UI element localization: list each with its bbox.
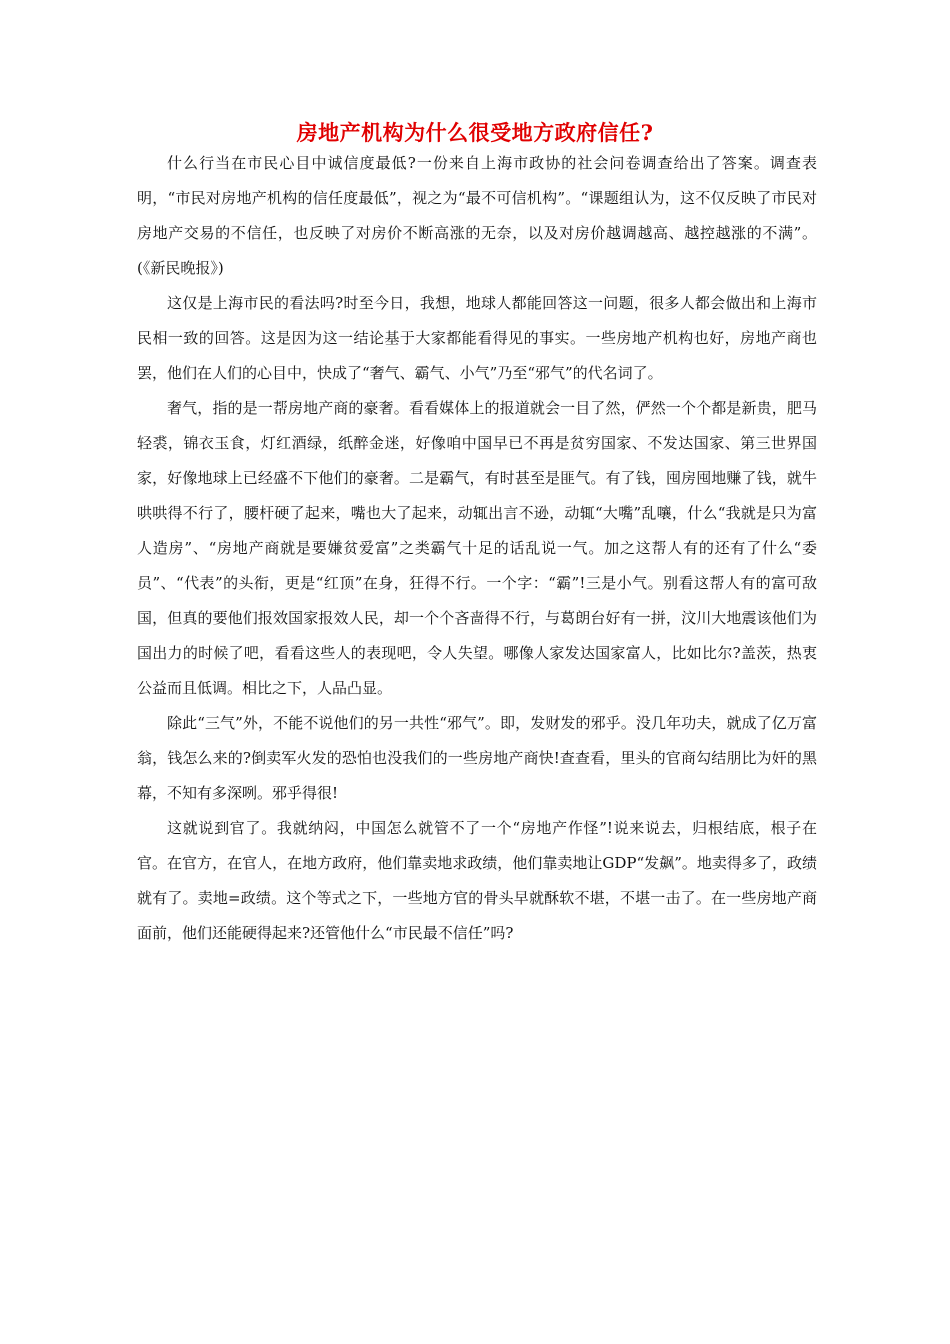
paragraph-5: 这就说到官了。我就纳闷，中国怎么就管不了一个“房地产作怪”!说来说去，归根结底，根子在官。在官方，在官人，在地方政府，他们靠卖地求政绩，他们靠卖地让GDP“发飙”。地卖得多了，政绩就有了。卖地=政绩。这个等式之下，一些地方官的骨头早就酥软不堪，不堪一击了。在一些房地产商面前，他们还能硬得起来?还管他什么“市民最不信任”吗? (137, 819, 817, 942)
article-body (137, 146, 817, 951)
paragraph-3: 奢气，指的是一帮房地产商的豪奢。看看媒体上的报道就会一目了然，俨然一个个都是新贵，肥马轻裘，锦衣玉食，灯红酒绿，纸醉金迷，好像咱中国早已不再是贫穷国家、不发达国家、第三世界国家，好像地球上已经盛不下他们的豪奢。二是霸气，有时甚至是匪气。有了钱，囤房囤地赚了钱，就牛哄哄得不行了，腰杆硬了起来，嘴也大了起来，动辄出言不逊，动辄“大嘴”乱嚷，什么“我就是只为富人造房”、“房地产商就是要嫌贫爱富”之类霸气十足的话乱说一气。加之这帮人有的还有了什么“委员”、“代表”的头衔，更是“红顶”在身，狂得不行。一个字：“霸”!三是小气。别看这帮人有的富可敌国，但真的要他们报效国家报效人民，却一个个吝啬得不行，与葛朗台好有一拼，汶川大地震该他们为国出力的时候了吧，看看这些人的表现吧，令人失望。哪像人家发达国家富人，比如比尔?盖茨，热衷公益而且低调。相比之下，人品凸显。 (137, 399, 817, 697)
paragraph-2: 这仅是上海市民的看法吗?时至今日，我想，地球人都能回答这一问题，很多人都会做出和上海市民相一致的回答。这是因为这一结论基于大家都能看得见的事实。一些房地产机构也好，房地产商也罢，他们在人们的心目中，快成了“奢气、霸气、小气”乃至“邪气”的代名词了。 (137, 294, 817, 382)
paragraph-1: 什么行当在市民心目中诚信度最低?一份来自上海市政协的社会问卷调查给出了答案。调查表明，“市民对房地产机构的信任度最低”，视之为“最不可信机构”。“课题组认为，这不仅反映了市民对房地产交易的不信任，也反映了对房价不断高涨的无奈，以及对房价越调越高、越控越涨的不满”。(《新民晚报》) (137, 154, 817, 277)
paragraph-4: 除此“三气”外，不能不说他们的另一共性“邪气”。即，发财发的邪乎。没几年功夫，就成了亿万富翁，钱怎么来的?倒卖军火发的恐怕也没我们的一些房地产商快!查查看，里头的官商勾结朋比为奸的黑幕，不知有多深咧。邪乎得很! (137, 714, 817, 802)
article-title: 房地产机构为什么很受地方政府信任? (296, 120, 654, 145)
